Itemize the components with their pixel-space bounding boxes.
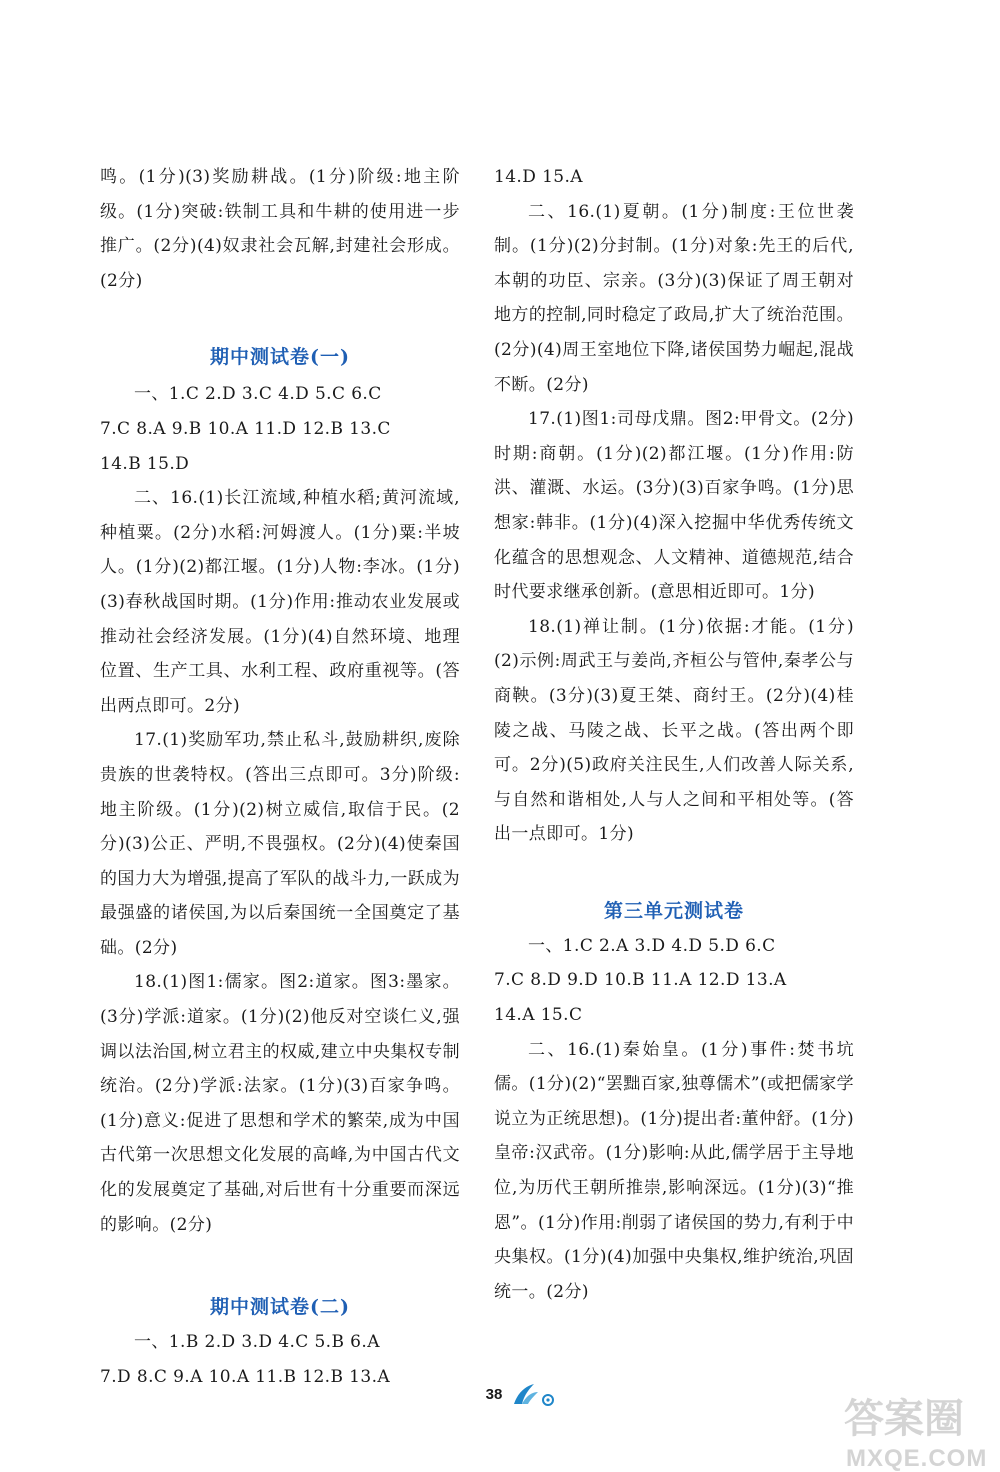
unit3-mc-line-1: 一、1.C 2.A 3.D 4.D 5.D 6.C — [528, 935, 776, 956]
midterm2-question-16: 二、16.(1)夏朝。(1分)制度:王位世袭制。(1分)(2)分封制。(1分)对象:先王的后代,本朝的功臣、宗亲。(3分)(3)保证了周王朝对地方的控制,同时稳定了政局,扩大了统治范围。(2分)(4)周王室地位下降,诸侯国势力崛起,混战不断。(2分) — [494, 201, 854, 395]
midterm2-question-17: 17.(1)图1:司母戊鼎。图2:甲骨文。(2分)时期:商朝。(1分)(2)都江堰。(1分)作用:防洪、灌溉、水运。(3分)(3)百家争鸣。(1分)思想家:韩非。(1分)(4)深入挖掘中华优秀传统文化蕴含的思想观念、人文精神、道德规范,结合时代要求继承创新。(意思相近即可。1分) — [494, 409, 854, 603]
midterm2-mc-line-3: 14.D 15.A — [494, 167, 583, 187]
midterm2-mc-line-1: 一、1.B 2.D 3.D 4.C 5.B 6.A — [134, 1332, 380, 1353]
midterm1-question-16: 二、16.(1)长江流域,种植水稻;黄河流域,种植粟。(2分)水稻:河姆渡人。(1分)粟:半坡人。(1分)(2)都江堰。(1分)人物:李冰。(1分)(3)春秋战国时期。(1分)作用:推动农业发展或推动社会经济发展。(1分)(4)自然环境、地理位置、生产工具、水利工程、政府重视等。(答出两点即可。2分) — [100, 488, 461, 716]
midterm2-mc-line-2: 7.D 8.C 9.A 10.A 11.B 12.B 13.A — [100, 1366, 391, 1387]
unit3-mc-line-2: 7.C 8.D 9.D 10.B 11.A 12.D 13.A — [494, 970, 787, 991]
watermark-logo — [838, 1386, 1000, 1472]
midterm2-question-18: 18.(1)禅让制。(1分)依据:才能。(1分)(2)示例:周武王与姜尚,齐桓公与管仲,秦孝公与商鞅。(3分)(3)夏王桀、商纣王。(2分)(4)桂陵之战、马陵之战、长平之战。(答出两个即可。2分)(5)政府关注民生,人们改善人际关系,与自然和谐相处,人与人之间和平相处等。(答出一点即可。1分) — [494, 616, 854, 845]
midterm1-mc-line-3: 14.B 15.D — [100, 453, 190, 474]
section-title-unit-3: 第三单元测试卷 — [603, 899, 744, 922]
svg-text:MXQE.COM: MXQE.COM — [846, 1445, 988, 1472]
page-number: 38 — [485, 1386, 503, 1403]
midterm1-question-17: 17.(1)奖励军功,禁止私斗,鼓励耕织,废除贵族的世袭特权。(答出三点即可。3分)阶级:地主阶级。(1分)(2)树立威信,取信于民。(2分)(3)公正、严明,不畏强权。(2分)(4)使秦国的国力大为增强,提高了军队的战斗力,一跃成为最强盛的诸侯国,为以后秦国统一全国奠定了基础。(2分) — [100, 730, 460, 958]
midterm1-mc-line-1: 一、1.C 2.D 3.C 4.D 5.C 6.C — [134, 384, 382, 405]
left-column — [100, 160, 460, 1394]
section-title-midterm-1: 期中测试卷(一) — [210, 346, 350, 369]
svg-text:答案圈: 答案圈 — [844, 1396, 964, 1442]
unit3-question-16: 二、16.(1)秦始皇。(1分)事件:焚书坑儒。(1分)(2)“罢黜百家,独尊儒术”(或把儒家学说立为正统思想)。(1分)提出者:董仲舒。(1分)皇帝:汉武帝。(1分)影响:从此,儒学居于主导地位,为历代王朝所推崇,影响深远。(1分)(3)“推恩”。(1分)作用:削弱了诸侯国的势力,有利于中央集权。(1分)(4)加强中央集权,维护统治,巩固统一。(2分) — [494, 1039, 854, 1302]
midterm1-question-18: 18.(1)图1:儒家。图2:道家。图3:墨家。(3分)学派:道家。(1分)(2)他反对空谈仁义,强调以法治国,树立君主的权威,建立中央集权专制统治。(2分)学派:法家。(1分)(3)百家争鸣。(1分)意义:促进了思想和学术的繁荣,成为中国古代第一次思想文化发展的高峰,为中国古代文化的发展奠定了基础,对后世有十分重要而深远的影响。(2分) — [100, 972, 460, 1235]
midterm1-mc-line-2: 7.C 8.A 9.B 10.A 11.D 12.B 13.C — [100, 418, 391, 439]
section-title-midterm-2: 期中测试卷(二) — [210, 1296, 350, 1319]
continuation-answer: 鸣。(1分)(3)奖励耕战。(1分)阶级:地主阶级。(1分)突破:铁制工具和牛耕的使用进一步推广。(2分)(4)奴隶社会瓦解,封建社会形成。(2分) — [100, 167, 460, 291]
unit3-mc-line-3: 14.A 15.C — [494, 1005, 583, 1026]
leaf-ornament-icon — [508, 1378, 558, 1410]
right-column — [494, 160, 854, 1309]
